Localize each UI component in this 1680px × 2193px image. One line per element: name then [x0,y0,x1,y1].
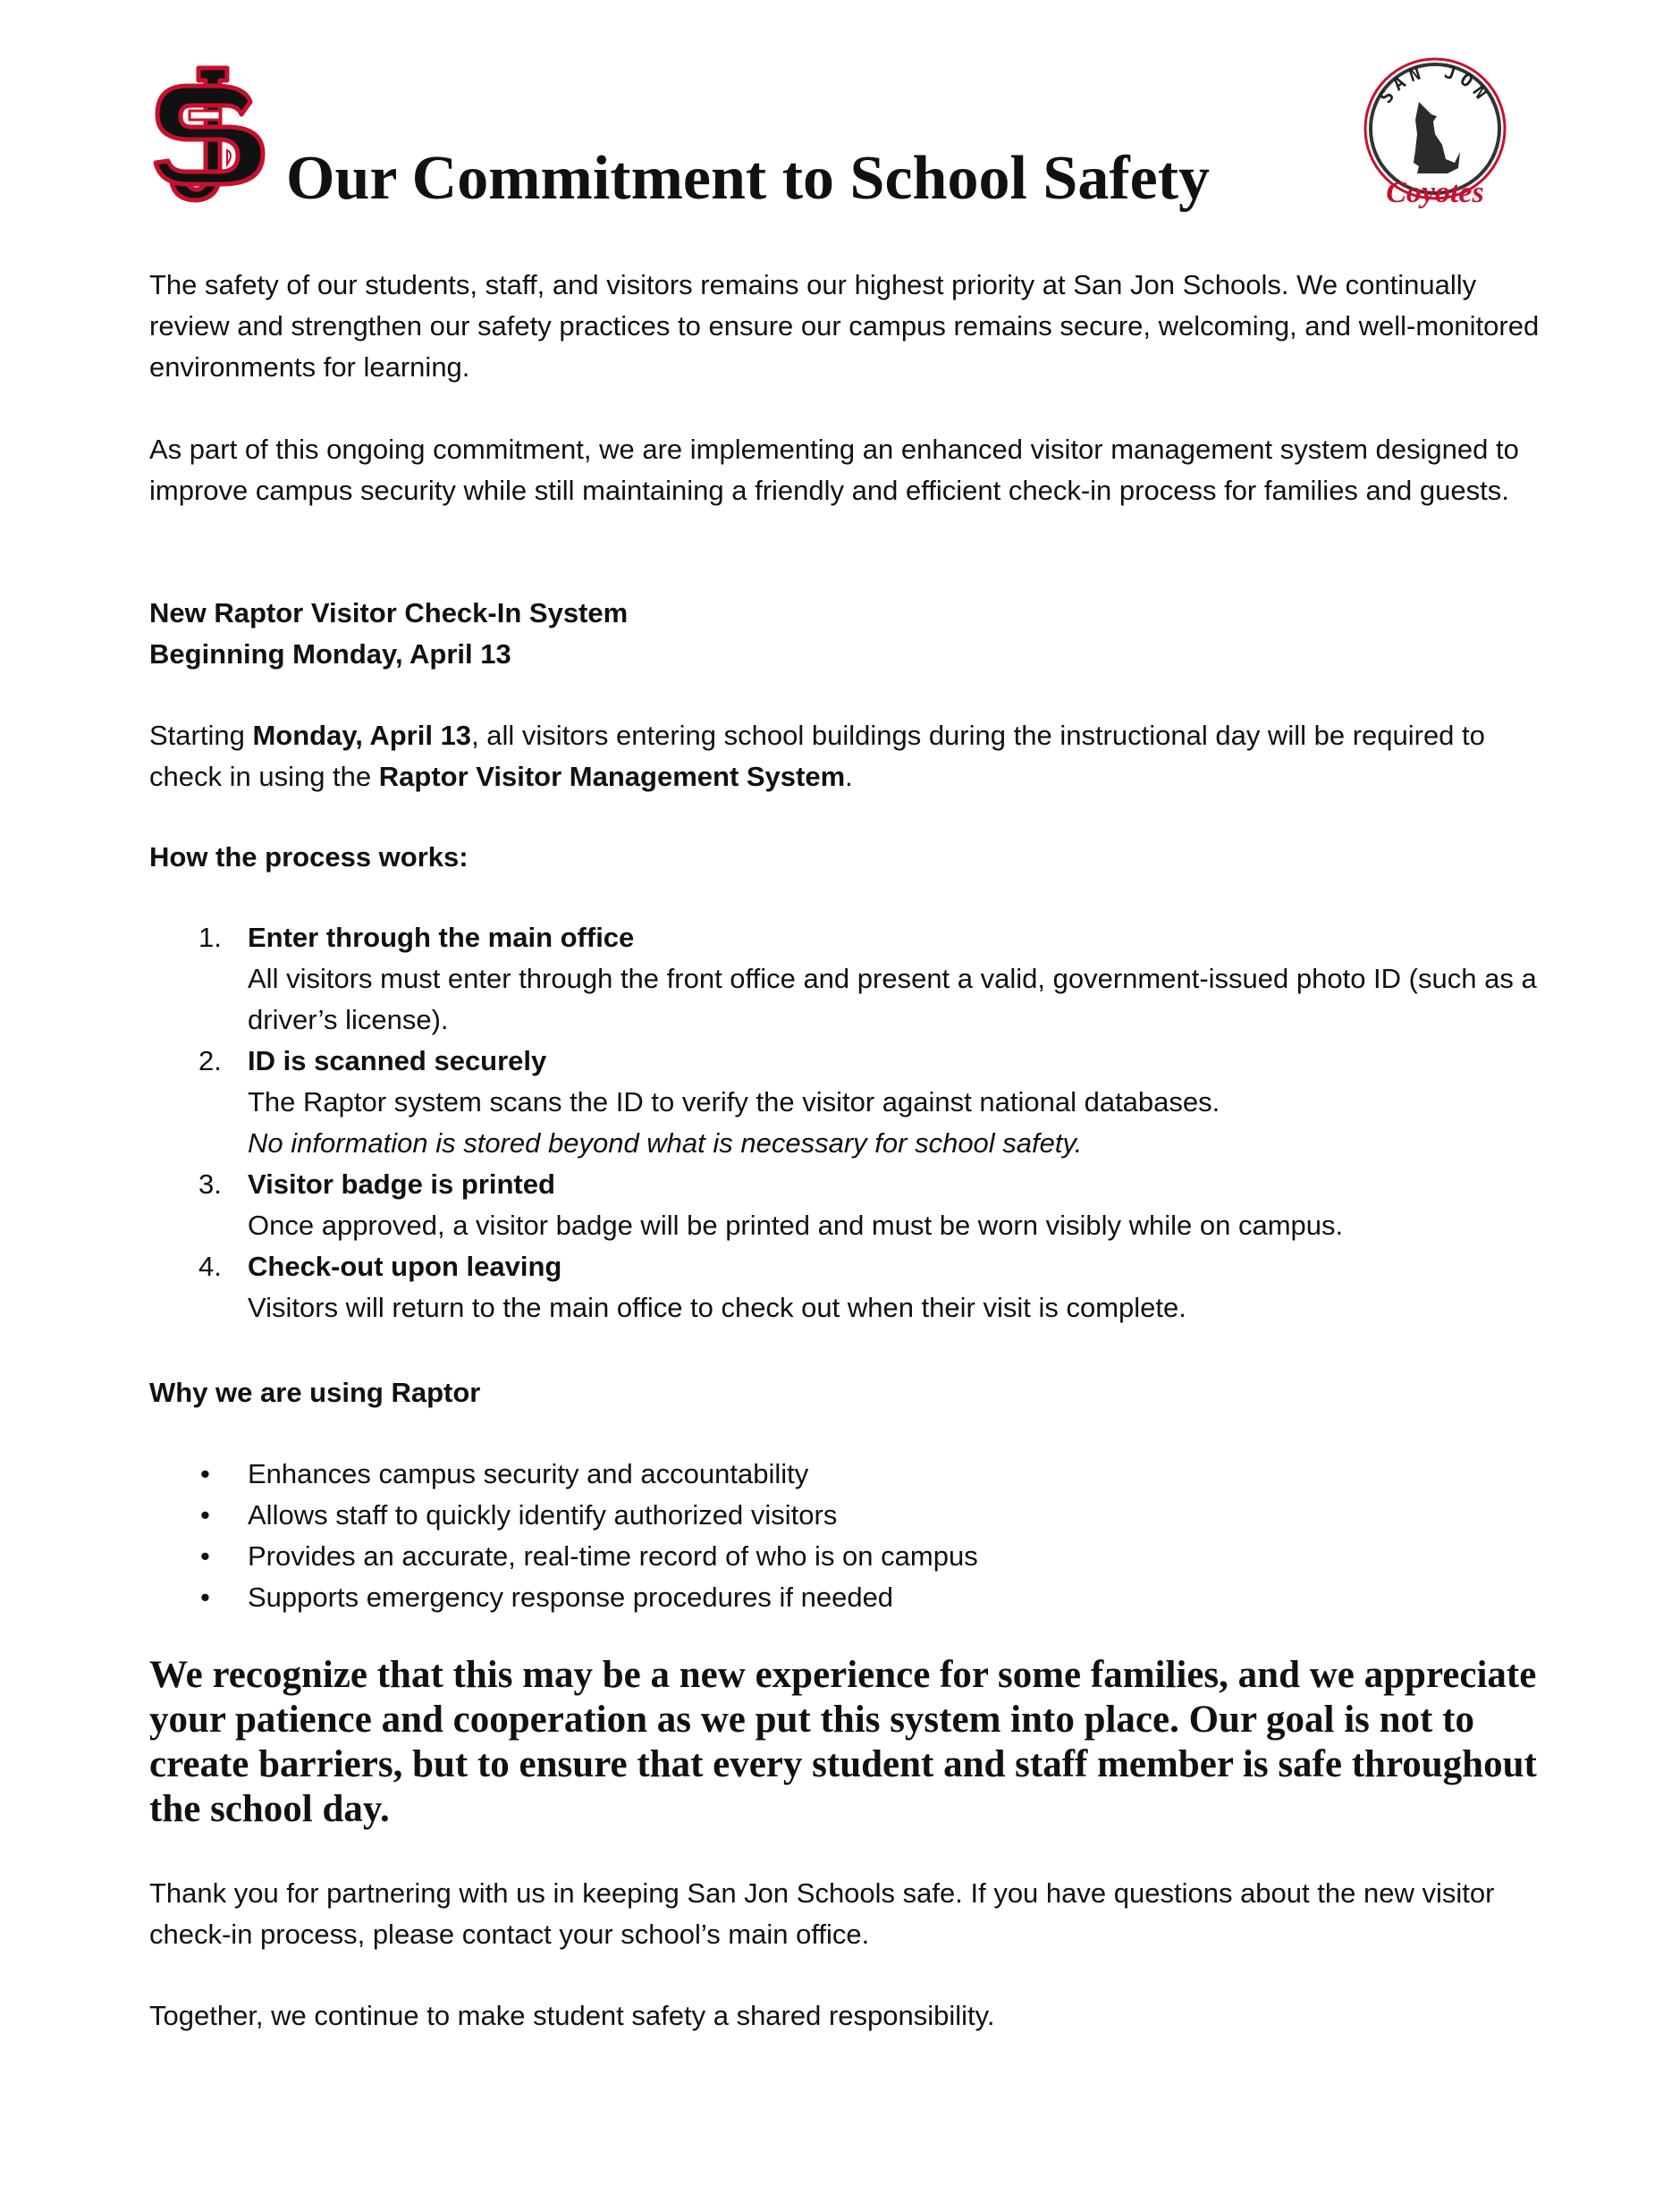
bullet-icon: • [200,1540,210,1572]
intro-paragraph-2: As part of this ongoing commitment, we are implementing an enhanced visitor management system designed to improve campus security while still maintaining a friendly and efficient check-in process for families and guests. [149,434,1519,506]
step-title: Enter through the main office [248,922,635,953]
step-title: ID is scanned securely [248,1045,547,1076]
bullet-icon: • [200,1499,210,1531]
intro-paragraph-1: The safety of our students, staff, and visitors remains our highest priority at San Jon Schools. We continually review and strengthen our safety practices to ensure our campus remains secure, welcoming, and well-monitored environments for learning. [149,269,1540,383]
announcement-heading [149,593,1553,675]
system-name: Raptor Visitor Management System [378,761,846,792]
logo-arc-text: SAN JON [1374,60,1496,107]
process-step: 2. ID is scanned securely The Raptor system scans the ID to verify the visitor against national databases. No information is stored beyond what is necessary for school safety. [149,1041,1553,1164]
closing-together: Together, we continue to make student safety a shared responsibility. [149,2000,995,2031]
bullet-icon: • [200,1458,210,1489]
step-body: Visitors will return to the main office to check out when their visit is complete. [248,1292,1186,1323]
reason-item: • Provides an accurate, real-time record of who is on campus [149,1536,1553,1577]
step-title: Check-out upon leaving [248,1251,562,1282]
reasons-list [149,1454,1553,1618]
process-heading: How the process works: [149,841,469,873]
step-body: Once approved, a visitor badge will be printed and must be worn visibly while on campus. [248,1210,1344,1241]
reason-item: • Supports emergency response procedures if needed [149,1577,1553,1618]
bullet-icon: • [200,1581,210,1613]
start-date: Monday, April 13 [252,720,472,751]
process-steps [149,917,1553,1328]
step-body: All visitors must enter through the front office and present a valid, government-issued photo ID (such as a driver’s license). [248,963,1537,1035]
logo-script-text: Coyotes [1386,176,1484,209]
process-step: 3. Visitor badge is printed Once approved, a visitor badge will be printed and must be worn visibly while on campus. [149,1164,1553,1246]
reasons-heading: Why we are using Raptor [149,1377,481,1408]
reason-item: • Allows staff to quickly identify authorized visitors [149,1495,1553,1536]
reason-item: • Enhances campus security and accountability [149,1454,1553,1495]
san-jon-coyotes-logo-icon [1355,52,1515,213]
announcement-heading-line1: New Raptor Visitor Check-In System [149,597,629,628]
sj-monogram-logo-icon [145,64,272,207]
starting-paragraph: Starting Monday, April 13, all visitors entering school buildings during the instructional day will be required to check in using the Raptor Visitor Management System. [149,720,1485,792]
step-title: Visitor badge is printed [248,1168,555,1200]
announcement-heading-line2: Beginning Monday, April 13 [149,638,511,670]
step-note: No information is stored beyond what is necessary for school safety. [248,1127,1083,1159]
closing-thanks: Thank you for partnering with us in keeping San Jon Schools safe. If you have questions about the new visitor check-in process, please contact your school’s main office. [149,1877,1495,1950]
process-step: 4. Check-out upon leaving Visitors will return to the main office to check out when their visit is complete. [149,1246,1553,1328]
process-step: 1. Enter through the main office All visitors must enter through the front office and present a valid, government-issued photo ID (such as a driver’s license). [149,917,1553,1041]
page-title: Our Commitment to School Safety [286,144,1211,213]
closing-emphasis: We recognize that this may be a new experience for some families, and we appreciate your patience and cooperation as we put this system into place. Our goal is not to create barriers, but to ensure that every student and staff member is safe throughout the school day. [149,1654,1537,1830]
step-body: The Raptor system scans the ID to verify the visitor against national databases. [248,1086,1220,1118]
